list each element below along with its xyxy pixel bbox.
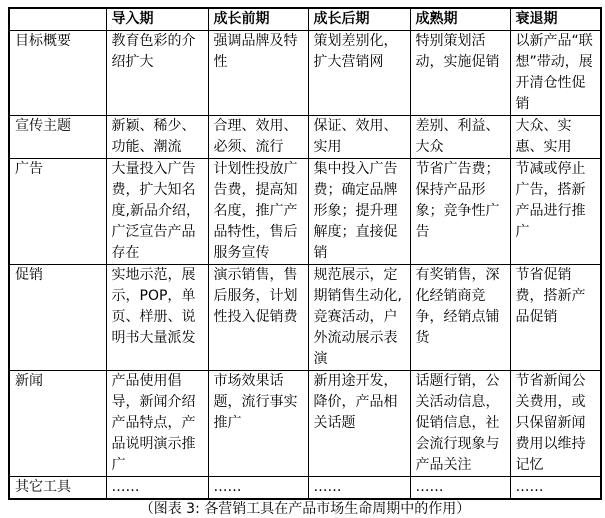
table-row-promotion bbox=[9, 265, 601, 371]
document-page bbox=[0, 7, 605, 517]
table-row-news bbox=[9, 371, 601, 477]
table-header-row bbox=[9, 8, 601, 31]
table-cell: 保证、效用、实用 bbox=[308, 116, 410, 159]
column-header-early-growth: 成长前期 bbox=[208, 8, 308, 31]
table-cell: 以新产品“联想”带动，展开清仓性促销 bbox=[510, 31, 601, 116]
row-label: 新闻 bbox=[9, 371, 106, 477]
table-cell: 节省广告费；保持产品形象；竞争性广告 bbox=[410, 159, 510, 265]
table-cell: 策划差别化，扩大营销网 bbox=[308, 31, 410, 116]
table-cell: 节省促销费，搭新产品促销 bbox=[510, 265, 601, 371]
table-cell: 大量投入广告费，扩大知名度,新品介绍，广泛宣告产品存在 bbox=[106, 159, 208, 265]
column-header-empty bbox=[9, 8, 106, 31]
column-header-maturity: 成熟期 bbox=[410, 8, 510, 31]
table-cell: 计划性投放广告费，提高知名度，推广产品特性，售后服务宣传 bbox=[208, 159, 308, 265]
column-header-decline: 衰退期 bbox=[510, 8, 601, 31]
table-cell: 差别、利益、大众 bbox=[410, 116, 510, 159]
row-label: 广告 bbox=[9, 159, 106, 265]
table-cell: 合理、效用、必须、流行 bbox=[208, 116, 308, 159]
table-cell: 产品使用倡导，新闻介绍产品特点，产品说明演示推广 bbox=[106, 371, 208, 477]
row-label: 宣传主题 bbox=[9, 116, 106, 159]
table-cell: 市场效果话题，流行事实推广 bbox=[208, 371, 308, 477]
table-cell: 实地示范，展示，POP，单页、样册、说明书大量派发 bbox=[106, 265, 208, 371]
column-header-late-growth: 成长后期 bbox=[308, 8, 410, 31]
table-cell: …… bbox=[510, 477, 601, 500]
table-cell: 教育色彩的介绍扩大 bbox=[106, 31, 208, 116]
table-cell: 话题行销，公关活动信息，促销信息，社会流行现象与产品关注 bbox=[410, 371, 510, 477]
table-cell: 规范展示，定期销售生动化,竞赛活动，户外流动展示表演 bbox=[308, 265, 410, 371]
table-cell: 强调品牌及特性 bbox=[208, 31, 308, 116]
table-row-advertising bbox=[9, 159, 601, 265]
table-cell: 新用途开发，降价，产品相关话题 bbox=[308, 371, 410, 477]
table-row-objective bbox=[9, 31, 601, 116]
table-cell: 新颖、稀少、功能、潮流 bbox=[106, 116, 208, 159]
column-header-introduction: 导入期 bbox=[106, 8, 208, 31]
table-cell: …… bbox=[106, 477, 208, 500]
lifecycle-table bbox=[8, 7, 602, 500]
table-cell: 集中投入广告费；确定品牌形象；提升理解度；直接促销 bbox=[308, 159, 410, 265]
table-cell: …… bbox=[410, 477, 510, 500]
table-cell: …… bbox=[308, 477, 410, 500]
table-row-theme bbox=[9, 116, 601, 159]
table-cell: 特别策划活动，实施促销 bbox=[410, 31, 510, 116]
table-cell: 演示销售，售后服务，计划性投入促销费 bbox=[208, 265, 308, 371]
table-cell: 大众、实惠、实用 bbox=[510, 116, 601, 159]
row-label: 促销 bbox=[9, 265, 106, 371]
table-cell: …… bbox=[208, 477, 308, 500]
table-row-other-tools bbox=[9, 477, 601, 500]
table-cell: 节省新闻公关费用，或只保留新闻费用以维持记忆 bbox=[510, 371, 601, 477]
table-cell: 节减或停止广告，搭新产品进行推广 bbox=[510, 159, 601, 265]
table-caption: （图表 3: 各营销工具在产品市场生命周期中的作用） bbox=[139, 501, 471, 517]
row-label: 其它工具 bbox=[9, 477, 106, 500]
row-label: 目标概要 bbox=[9, 31, 106, 116]
table-cell: 有奖销售，深化经销商竞争，经销点铺货 bbox=[410, 265, 510, 371]
